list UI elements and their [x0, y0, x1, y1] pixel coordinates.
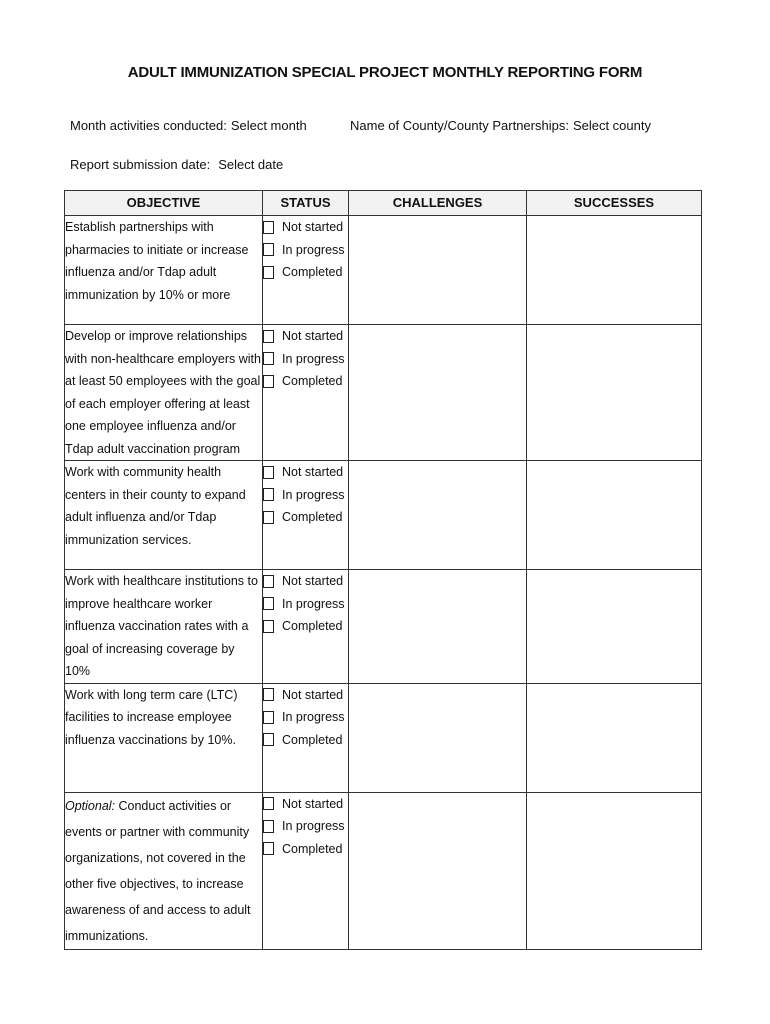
status-option: [263, 684, 348, 707]
challenges-cell[interactable]: [349, 683, 527, 792]
status-option: [263, 325, 348, 348]
table-row: [65, 570, 702, 684]
status-cell: [263, 792, 349, 949]
status-option: [263, 793, 348, 816]
status-option-label: In progress: [282, 596, 345, 611]
table-row: [65, 792, 702, 949]
table-row: [65, 461, 702, 570]
status-option-label: In progress: [282, 351, 345, 366]
checkbox-icon[interactable]: [263, 352, 274, 365]
checkbox-icon[interactable]: [263, 221, 274, 234]
challenges-cell[interactable]: [349, 216, 527, 325]
date-select[interactable]: Select date: [218, 157, 284, 172]
objective-cell: [65, 570, 263, 684]
checkbox-icon[interactable]: [263, 488, 274, 501]
successes-cell[interactable]: [527, 792, 702, 949]
checkbox-icon[interactable]: [263, 466, 274, 479]
status-option-label: Completed: [282, 732, 343, 747]
status-option: [263, 706, 348, 729]
status-option: [263, 216, 348, 239]
header-status: STATUS: [263, 191, 349, 216]
objective-cell: [65, 461, 263, 570]
status-option-label: In progress: [282, 710, 345, 724]
status-option: [263, 261, 348, 284]
month-select[interactable]: Select month: [230, 118, 307, 133]
objective-cell: [65, 792, 263, 949]
status-option-label: In progress: [282, 487, 345, 502]
checkbox-icon[interactable]: [263, 511, 274, 524]
county-select[interactable]: Select county: [572, 118, 651, 133]
checkbox-icon[interactable]: [263, 375, 274, 388]
status-option-label: Not started: [282, 574, 344, 588]
status-option: [263, 815, 348, 838]
checkbox-icon[interactable]: [263, 820, 274, 833]
challenges-cell[interactable]: [349, 461, 527, 570]
header-objective: OBJECTIVE: [65, 191, 263, 216]
table-header-row: [65, 191, 702, 216]
status-cell: [263, 216, 349, 325]
status-option-label: Completed: [282, 841, 343, 856]
date-label: Report submission date:: [70, 157, 211, 172]
table-row: [65, 683, 702, 792]
status-option-label: Not started: [282, 329, 344, 343]
status-option: [263, 348, 348, 371]
successes-cell[interactable]: [527, 570, 702, 684]
checkbox-icon[interactable]: [263, 243, 274, 256]
status-option: [263, 593, 348, 616]
status-option-label: Completed: [282, 510, 343, 524]
objective-text: Develop or improve relationships with non-healthcare employers with at least 50 employees with the goal of each employer offering at least one employee influenza and/or Tdap adult vaccination program: [65, 329, 261, 456]
status-option: [263, 484, 348, 507]
status-option-label: In progress: [282, 242, 345, 257]
checkbox-icon[interactable]: [263, 711, 274, 724]
successes-cell[interactable]: [527, 461, 702, 570]
reporting-table: [64, 190, 702, 950]
challenges-cell[interactable]: [349, 325, 527, 461]
status-option-label: Not started: [282, 220, 344, 234]
header-challenges: CHALLENGES: [349, 191, 527, 216]
objective-text: Work with healthcare institutions to improve healthcare worker influenza vaccination rates with a goal of increasing coverage by 10%: [65, 574, 258, 678]
checkbox-icon[interactable]: [263, 597, 274, 610]
status-option: [263, 506, 348, 529]
objective-cell: [65, 325, 263, 461]
status-option-label: Not started: [282, 796, 344, 811]
table-row: [65, 216, 702, 325]
month-field: [70, 118, 307, 133]
status-option: [263, 838, 348, 861]
status-option: [263, 239, 348, 262]
checkbox-icon[interactable]: [263, 330, 274, 343]
checkbox-icon[interactable]: [263, 733, 274, 746]
status-cell: [263, 325, 349, 461]
successes-cell[interactable]: [527, 325, 702, 461]
status-option-label: Not started: [282, 465, 344, 479]
successes-cell[interactable]: [527, 216, 702, 325]
objective-text: Establish partnerships with pharmacies to initiate or increase influenza and/or Tdap adult immunization by 10% or more: [65, 220, 249, 302]
date-field: [70, 157, 283, 172]
month-label: Month activities conducted:: [70, 118, 227, 133]
header-successes: SUCCESSES: [527, 191, 702, 216]
status-option: [263, 615, 348, 638]
county-label: Name of County/County Partnerships:: [350, 118, 569, 133]
checkbox-icon[interactable]: [263, 266, 274, 279]
checkbox-icon[interactable]: [263, 842, 274, 855]
objective-cell: [65, 216, 263, 325]
status-option-label: Not started: [282, 687, 344, 702]
status-cell: [263, 570, 349, 684]
challenges-cell[interactable]: [349, 570, 527, 684]
objective-cell: [65, 683, 263, 792]
status-option: [263, 729, 348, 752]
status-cell: [263, 683, 349, 792]
objective-text: Conduct activities or events or partner with community organizations, not covered in the other five objectives, to increase awareness of and access to adult immunizations.: [65, 798, 251, 943]
county-field: [350, 118, 651, 133]
table-row: [65, 325, 702, 461]
status-option-label: Completed: [282, 619, 343, 633]
status-option-label: Completed: [282, 374, 343, 388]
objective-prefix: Optional:: [65, 798, 116, 813]
form-title: ADULT IMMUNIZATION SPECIAL PROJECT MONTHLY REPORTING FORM: [127, 64, 643, 81]
challenges-cell[interactable]: [349, 792, 527, 949]
status-option: [263, 570, 348, 593]
checkbox-icon[interactable]: [263, 575, 274, 588]
checkbox-icon[interactable]: [263, 797, 274, 810]
checkbox-icon[interactable]: [263, 688, 274, 701]
status-option: [263, 370, 348, 393]
successes-cell[interactable]: [527, 683, 702, 792]
checkbox-icon[interactable]: [263, 620, 274, 633]
status-option: [263, 461, 348, 484]
status-option-label: In progress: [282, 819, 345, 833]
status-cell: [263, 461, 349, 570]
objective-text: Work with long term care (LTC) facilities to increase employee influenza vaccinations by 10%.: [65, 687, 238, 747]
status-option-label: Completed: [282, 265, 343, 279]
objective-text: Work with community health centers in their county to expand adult influenza and/or Tdap immunization services.: [65, 465, 246, 547]
